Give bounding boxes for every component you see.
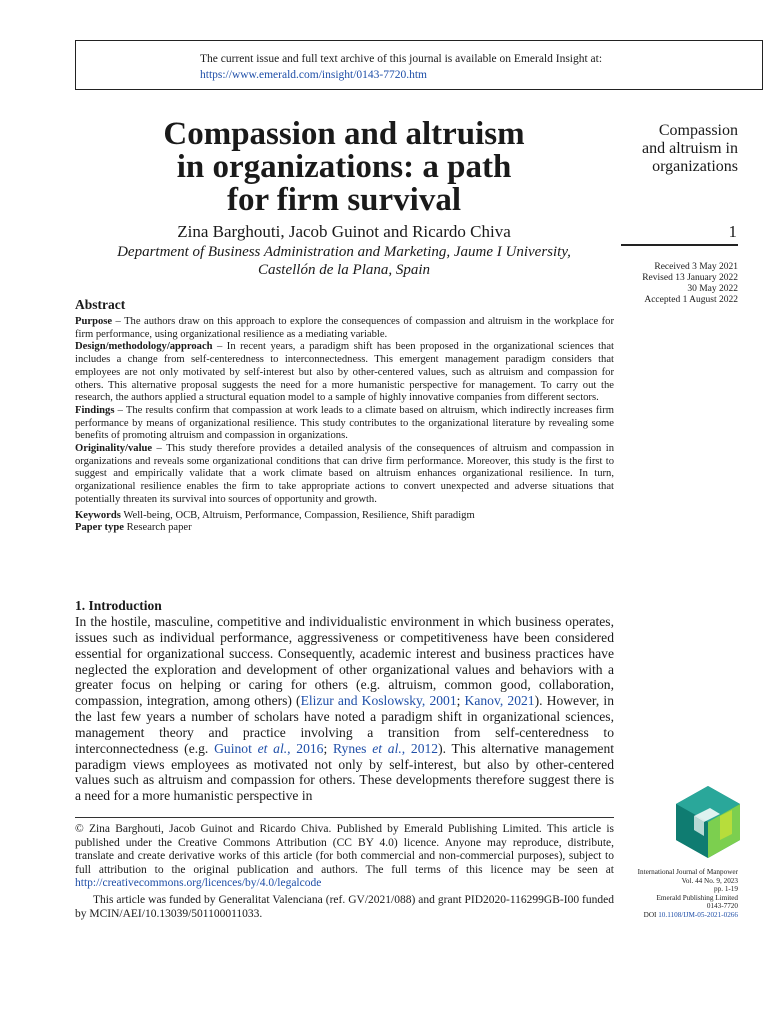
citation-link[interactable]: Elizur and Koslowsky, 2001 <box>300 693 457 709</box>
journal-publisher: Emerald Publishing Limited <box>656 893 738 902</box>
findings-label: Findings <box>75 404 115 416</box>
abstract-purpose <box>75 316 614 341</box>
author-affiliation <box>75 243 613 279</box>
running-head-line: Compassion <box>658 122 738 139</box>
journal-info <box>638 868 738 920</box>
purpose-label: Purpose <box>75 316 113 327</box>
design-label: Design/methodology/approach <box>75 341 213 353</box>
license-text: © Zina Barghouti, Jacob Guinot and Ricardo Chiva. Published by Emerald Publishing Limited. This article is published under the Creative Commons Attribution (CC BY 4.0) licence. Anyone may reproduce, distribute, translate and create derivative works of this article (for both commercial and non-commercial purposes), subject to full attribution to the original publication and authors. The full terms of this licence may be seen at <box>75 823 614 876</box>
keywords <box>75 510 614 523</box>
paper-type <box>75 522 614 535</box>
title-line: for firm survival <box>226 182 461 218</box>
doi-label: DOI <box>643 910 659 919</box>
body-text: ; <box>456 693 465 709</box>
emerald-logo-icon <box>676 786 740 858</box>
license-footnote <box>75 823 614 891</box>
author-list: Zina Barghouti, Jacob Guinot and Ricardo Chiva <box>177 222 511 241</box>
license-link[interactable]: http://creativecommons.org/licences/by/4.0/legalcode <box>75 877 322 889</box>
paper-type-text: Research paper <box>123 522 192 534</box>
citation-year: , 2012 <box>401 740 439 756</box>
journal-doi <box>638 911 738 920</box>
section-heading: 1. Introduction <box>75 598 162 613</box>
citation-etal: et al. <box>257 740 288 756</box>
abstract-heading: Abstract <box>75 297 126 312</box>
journal-access-notice <box>75 40 763 90</box>
body-text: In the hostile, masculine, competitive and individualistic environment in which business operates, issues such as individual performance, aggressiveness or competitiveness have been considered essential for organizational success. Consequently, academic interest and business practices have neglected the exploration and development of other organizational values and behaviors with a greater focus on helping or caring for others (e.g. altruism, common good, collaboration, compassion, integration, among others) ( <box>75 614 614 709</box>
intro-paragraph <box>75 614 614 804</box>
affiliation-line: Department of Business Administration and Marketing, Jaume I University, <box>117 244 571 260</box>
abstract-originality <box>75 443 614 507</box>
originality-label: Originality/value <box>75 443 153 455</box>
citation-author: Rynes <box>333 740 373 756</box>
page-number-rule <box>621 244 738 246</box>
footnote-divider <box>75 817 614 818</box>
purpose-text: – The authors draw on this approach to explore the consequences of compassion and altruism in the workplace for firm performance, using organizational resilience as a mediating variable. <box>75 316 614 340</box>
citation-etal: et al. <box>372 740 402 756</box>
body-text: ). This alternative management paradigm views employees as motivated not only by self-interest, but also by other-centered values such as altruism and compassion for others. These developments therefore suggest there is a need for a more humanistic perspective in <box>75 740 615 804</box>
running-head-line: and altruism in <box>642 140 738 157</box>
citation-link[interactable] <box>333 741 438 756</box>
journal-name: International Journal of Manpower <box>637 868 738 876</box>
body-text: ; <box>323 740 334 756</box>
abstract-findings <box>75 405 614 443</box>
abstract <box>75 298 614 535</box>
title-line: Compassion and altruism <box>163 116 525 152</box>
date-revised: 30 May 2022 <box>687 284 738 294</box>
abstract-design <box>75 341 614 405</box>
journal-pages: pp. 1-19 <box>714 885 738 894</box>
doi-link[interactable]: 10.1108/IJM-05-2021-0266 <box>658 910 738 919</box>
originality-text: – This study therefore provides a detailed analysis of the consequences of altruism and compassion in organizations and reveals some organizational conditions that can drive firm performance. Moreover, this study is the first to suggest and empirically validate that a work climate based on altruism enhances organizational resilience. In turn, organizational resilience enables the firm to take appropriate actions to convert unexpected and adverse situations that potentially threaten its survival into sources of opportunity and growth. <box>75 443 614 505</box>
citation-link[interactable]: Kanov, 2021 <box>464 693 535 709</box>
keywords-label: Keywords <box>75 509 121 521</box>
notice-text: The current issue and full text archive of this journal is available on Emerald Insight at: <box>200 53 603 65</box>
affiliation-line: Castellón de la Plana, Spain <box>257 262 431 278</box>
paper-type-label: Paper type <box>75 522 124 534</box>
journal-volume: Vol. 44 No. 9, 2023 <box>681 876 738 885</box>
page-number: 1 <box>728 222 737 241</box>
running-head <box>588 122 738 176</box>
citation-year: , 2016 <box>287 740 324 756</box>
findings-text: – The results confirm that compassion at work leads to a climate based on altruism, which indirectly increases firm performance by means of organizational resilience. This study contributes to the organizational literature by revealing some benefits of promoting altruism and compassion in organizations. <box>75 404 614 442</box>
date-accepted: Accepted 1 August 2022 <box>644 295 738 305</box>
submission-dates <box>642 262 738 306</box>
title-line: in organizations: a path <box>176 149 512 185</box>
funding-footnote: This article was funded by Generalitat Valenciana (ref. GV/2021/088) and grant PID2020-116299GB-I00 funded by MCIN/AEI/10.13039/501100011033. <box>75 894 614 920</box>
date-revised: Revised 13 January 2022 <box>642 273 738 283</box>
article-title <box>100 118 588 217</box>
date-received: Received 3 May 2021 <box>654 262 738 272</box>
running-head-line: organizations <box>652 158 738 175</box>
journal-url-link[interactable]: https://www.emerald.com/insight/0143-7720.htm <box>200 69 427 81</box>
citation-link[interactable] <box>214 741 323 756</box>
journal-issn: 0143-7720 <box>706 902 738 911</box>
design-text: – In recent years, a paradigm shift has been proposed in the organizational sciences that includes a change from self-centeredness to interconnectedness. This emergent management paradigm considers that employees are not only motivated by self-interest but also by other-centered values, such as altruism and compassion for others. This alternative proposal suggests the need for a more humanistic perspective for management. To carry out the research, the authors applied a structural equation model to a sample of highly innovative companies from different sectors. <box>75 341 614 404</box>
body-text: ). However, in the last few years a number of scholars have noted a paradigm shift in organizational sciences, management theory and practice involving a transition from self-centeredness to interconnectedness (e.g. <box>75 693 614 756</box>
citation-author: Guinot <box>214 740 258 756</box>
keywords-text: Well-being, OCB, Altruism, Performance, Compassion, Resilience, Shift paradigm <box>120 509 475 521</box>
